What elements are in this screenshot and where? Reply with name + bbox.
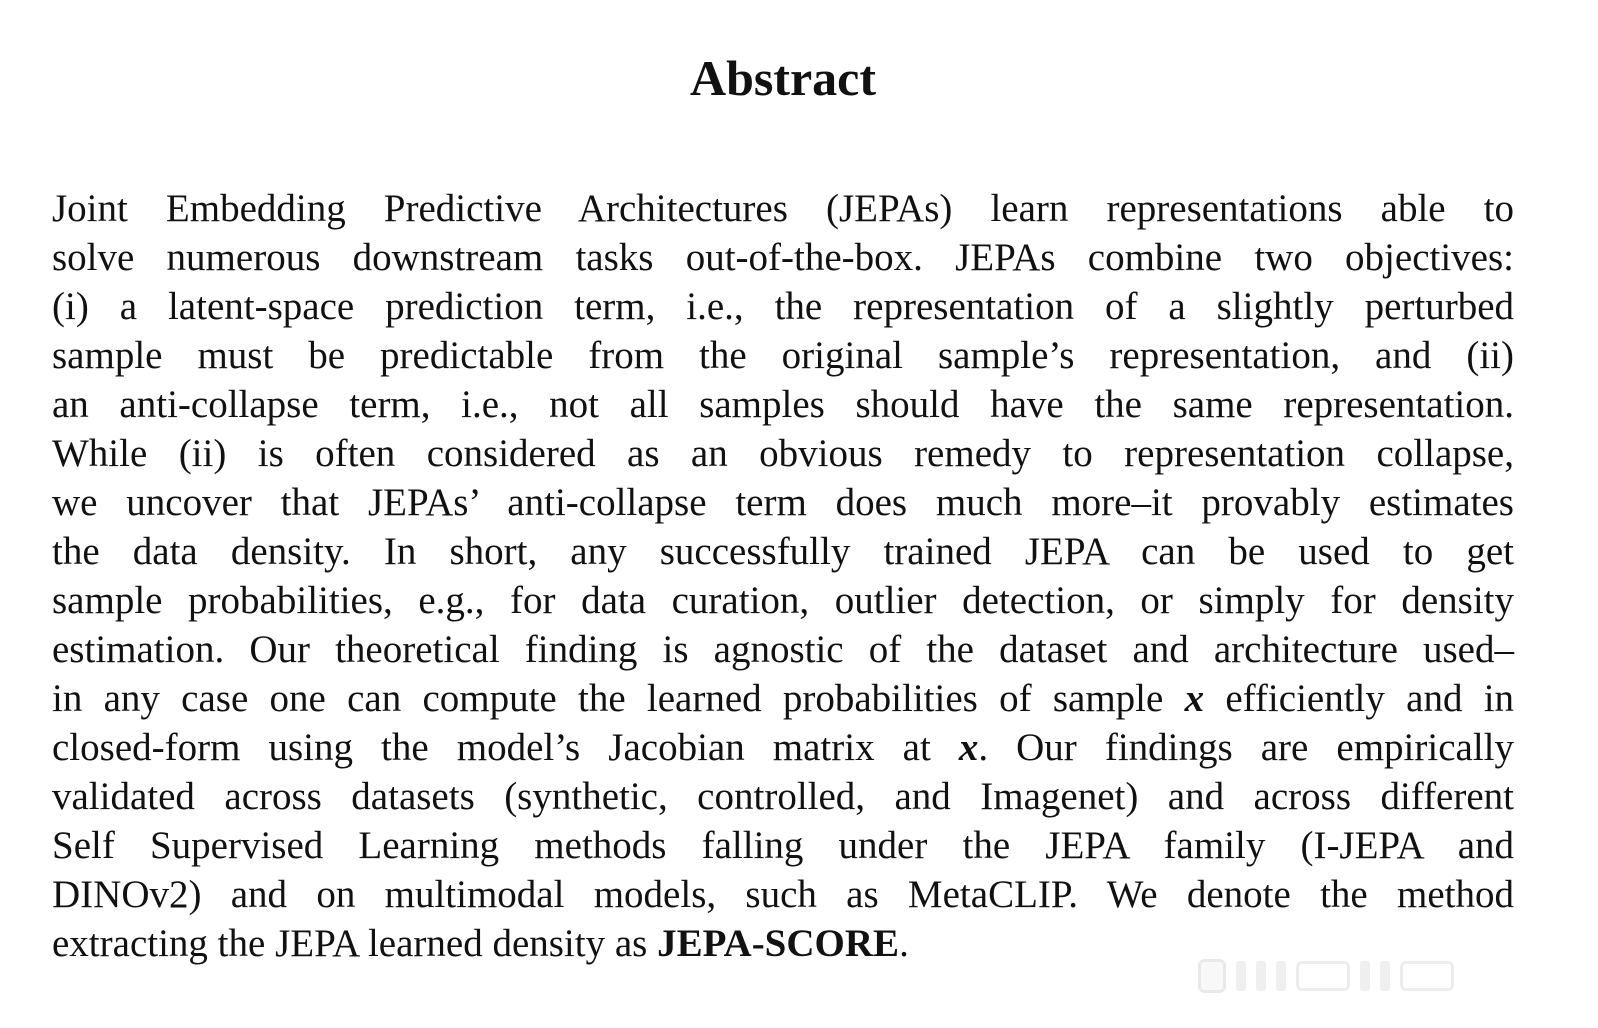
abstract-heading: Abstract [689,50,877,106]
abstract-line: estimation. Our theoretical finding is agnostic of the dataset and architecture used– [52,628,1514,671]
abstract-line-part: extracting the JEPA learned density as [52,922,648,965]
abstract-line: While (ii) is often considered as an obvious remedy to representation collapse, [52,432,1514,475]
faint-watermark-icons [1198,956,1570,996]
abstract-line: the data density. In short, any successfully trained JEPA can be used to get [52,530,1514,573]
abstract-line: we uncover that JEPAs’ anti-collapse term does much more–it provably estimates [52,481,1514,524]
abstract-line: DINOv2) and on multimodal models, such as MetaCLIP. We denote the method [52,873,1514,916]
abstract-line: an anti-collapse term, i.e., not all samples should have the same representation. [52,383,1514,426]
bar-icon [1380,961,1390,991]
bar-icon [1360,961,1370,991]
abstract-line-part: closed-form using the model’s Jacobian matrix at [52,726,931,769]
abstract-line-part: efficiently and in [1225,677,1515,720]
bar-icon [1276,961,1286,991]
bar-icon [1256,961,1266,991]
math-symbol-x: x [1184,677,1205,720]
abstract-line-part: . Our findings are empirically [978,726,1514,769]
abstract-line-with-math [52,674,1514,723]
abstract-body [52,184,1514,968]
frame-icon [1296,961,1350,991]
abstract-line: validated across datasets (synthetic, controlled, and Imagenet) and across different [52,775,1514,818]
method-name: JEPA-SCORE [657,922,900,965]
abstract-line: Self Supervised Learning methods falling under the JEPA family (I-JEPA and [52,824,1514,867]
document-icon [1198,959,1226,993]
abstract-line: sample probabilities, e.g., for data curation, outlier detection, or simply for density [52,579,1514,622]
abstract-line: Joint Embedding Predictive Architectures (JEPAs) learn representations able to [52,187,1514,230]
abstract-line-with-math [52,723,1514,772]
abstract-line-part: in any case one can compute the learned probabilities of sample [52,677,1164,720]
abstract-line-part: . [899,922,909,965]
abstract-line: solve numerous downstream tasks out-of-the-box. JEPAs combine two objectives: [52,236,1514,279]
frame-icon [1400,961,1454,991]
bar-icon [1236,961,1246,991]
abstract-line: sample must be predictable from the original sample’s representation, and (ii) [52,334,1514,377]
abstract-line: (i) a latent-space prediction term, i.e., the representation of a slightly perturbed [52,285,1514,328]
math-symbol-x: x [958,726,979,769]
